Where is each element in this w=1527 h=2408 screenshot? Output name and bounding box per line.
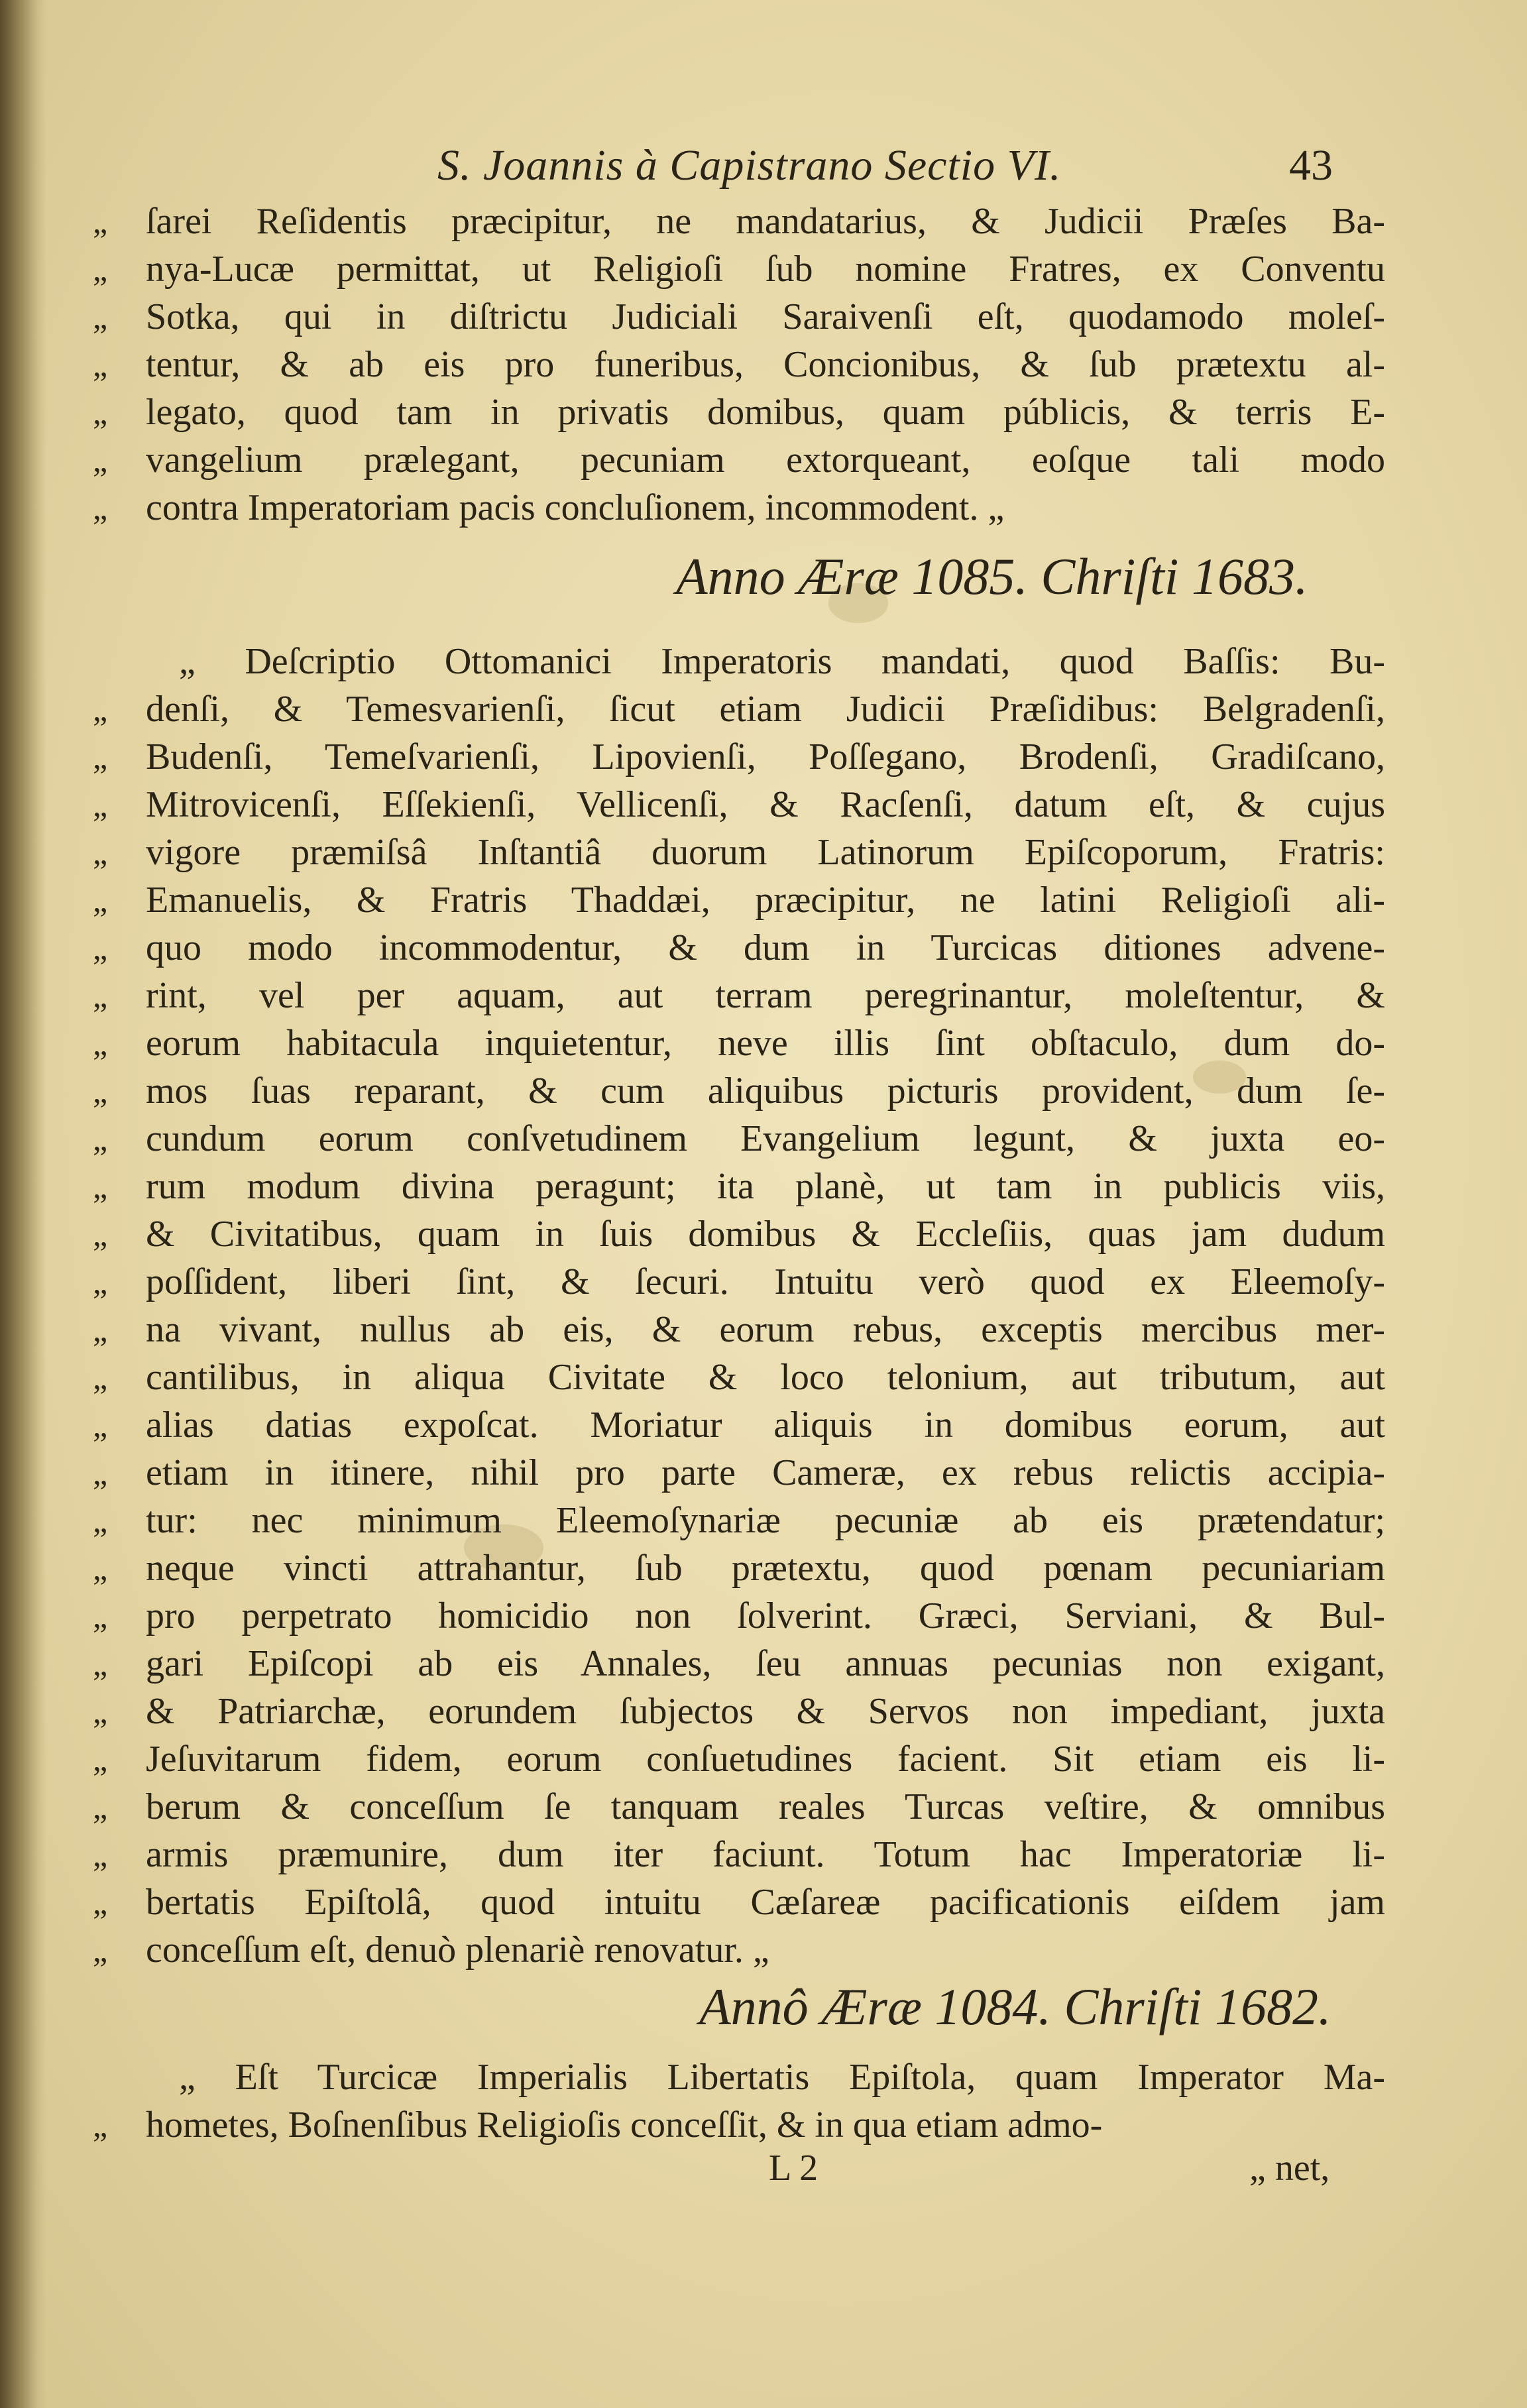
- paragraph-3: [93, 2053, 1385, 2149]
- line-text: alias datias expoſcat. Moriatur aliquis in domibus eorum, aut: [146, 1405, 1385, 1446]
- quote-mark: „: [93, 1454, 108, 1491]
- text-line: [93, 388, 1385, 436]
- text-line: [93, 1258, 1385, 1306]
- line-text: Emanuelis, & Fratris Thaddæi, præcipitur, ne latini Religioſi ali-: [146, 880, 1385, 921]
- text-line: [93, 2101, 1385, 2149]
- text-line: [93, 733, 1385, 781]
- text-line: [93, 1592, 1385, 1640]
- quote-mark: „: [93, 1597, 108, 1634]
- paragraph-2: [93, 638, 1385, 1974]
- text-line: [93, 781, 1385, 829]
- line-text: tentur, & ab eis pro funeribus, Concionibus, & ſub prætextu al-: [146, 344, 1385, 385]
- quote-mark: „: [93, 1216, 108, 1253]
- text-line: [93, 1544, 1385, 1592]
- running-head-title: S. Joannis à Capistrano Sectio VI.: [437, 141, 1062, 190]
- line-text: „ Deſcriptio Ottomanici Imperatoris mandati, quod Baſſis: Bu-: [179, 641, 1385, 682]
- text-line: [93, 484, 1385, 532]
- text-line: [93, 1735, 1385, 1783]
- line-text: bertatis Epiſtolâ, quod intuitu Cæſareæ pacificationis eiſdem jam: [146, 1882, 1385, 1923]
- catchword: „ net,: [1249, 2148, 1330, 2189]
- text-line: [93, 972, 1385, 1019]
- text-line: [93, 1449, 1385, 1497]
- text-line: [93, 1067, 1385, 1115]
- line-text: quo modo incommodentur, & dum in Turcicas ditiones advene-: [146, 927, 1385, 968]
- quote-mark: „: [93, 1741, 108, 1778]
- quote-mark: „: [93, 738, 108, 775]
- text-line: [93, 1306, 1385, 1353]
- text-line: [93, 1640, 1385, 1688]
- quote-mark: „: [93, 786, 108, 823]
- line-text: & Patriarchæ, eorundem ſubjectos & Servos non impediant, juxta: [146, 1691, 1385, 1732]
- line-text: cundum eorum conſvetudinem Evangelium legunt, & juxta eo-: [146, 1118, 1385, 1159]
- line-text: eorum habitacula inquietentur, neve illis ſint obſtaculo, dum do-: [146, 1023, 1385, 1064]
- year-heading-1: Anno Æræ 1085. Chriſti 1683.: [676, 547, 1308, 605]
- line-text: Jeſuvitarum fidem, eorum conſuetudines facient. Sit etiam eis li-: [146, 1739, 1385, 1780]
- line-text: vigore præmiſsâ Inſtantiâ duorum Latinorum Epiſcoporum, Fratris:: [146, 832, 1385, 873]
- text-line: [93, 638, 1385, 685]
- quote-mark: „: [93, 977, 108, 1014]
- line-text: & Civitatibus, quam in ſuis domibus & Eccleſiis, quas jam dudum: [146, 1214, 1385, 1255]
- quote-mark: „: [93, 441, 108, 479]
- quote-mark: „: [93, 691, 108, 728]
- quote-mark: „: [93, 298, 108, 335]
- quote-mark: „: [93, 834, 108, 871]
- page-number: 43: [1289, 141, 1333, 190]
- line-text: neque vincti attrahantur, ſub prætextu, quod pœnam pecuniariam: [146, 1548, 1385, 1589]
- text-line: [93, 1878, 1385, 1926]
- line-text: na vivant, nullus ab eis, & eorum rebus, exceptis mercibus mer-: [146, 1309, 1385, 1350]
- line-text: legato, quod tam in privatis domibus, quam públicis, & terris E-: [146, 392, 1385, 433]
- line-text: rum modum divina peragunt; ita planè, ut tam in publicis viis,: [146, 1166, 1385, 1207]
- text-line: [93, 1926, 1385, 1974]
- quote-mark: „: [93, 1836, 108, 1873]
- text-line: [93, 924, 1385, 972]
- text-line: [93, 876, 1385, 924]
- text-line: [93, 436, 1385, 484]
- text-line: [93, 1831, 1385, 1878]
- quote-mark: „: [93, 346, 108, 383]
- line-text: tur: nec minimum Eleemoſynariæ pecuniæ ab eis prætendatur;: [146, 1500, 1385, 1541]
- book-spine-shadow: [0, 0, 46, 2408]
- text-line: [93, 341, 1385, 388]
- text-line: [93, 1401, 1385, 1449]
- text-line: [93, 1115, 1385, 1163]
- text-line: [93, 1163, 1385, 1210]
- quote-mark: „: [93, 1788, 108, 1825]
- text-line: [93, 1783, 1385, 1831]
- line-text: poſſident, liberi ſint, & ſecuri. Intuitu verò quod ex Eleemoſy-: [146, 1261, 1385, 1302]
- page-footer: [93, 2144, 1385, 2192]
- quote-mark: „: [93, 1550, 108, 1587]
- line-text: pro perpetrato homicidio non ſolverint. Græci, Serviani, & Bul-: [146, 1595, 1385, 1636]
- text-line: [93, 1497, 1385, 1544]
- quote-mark: „: [93, 203, 108, 240]
- line-text: armis præmunire, dum iter faciunt. Totum hac Imperatoriæ li-: [146, 1834, 1385, 1875]
- quote-mark: „: [93, 1311, 108, 1348]
- quote-mark: „: [93, 882, 108, 919]
- text-line: [93, 1353, 1385, 1401]
- quote-mark: „: [93, 929, 108, 966]
- quote-mark: „: [93, 1884, 108, 1921]
- text-line: [93, 1688, 1385, 1735]
- line-text: „ Eſt Turcicæ Imperialis Libertatis Epiſtola, quam Imperator Ma-: [179, 2057, 1385, 2098]
- line-text: ſarei Reſidentis præcipitur, ne mandatarius, & Judicii Præſes Ba-: [146, 201, 1385, 242]
- line-text: cantilibus, in aliqua Civitate & loco telonium, aut tributum, aut: [146, 1357, 1385, 1398]
- quote-mark: „: [93, 394, 108, 431]
- line-text: contra Imperatoriam pacis concluſionem, incommodent. „: [146, 487, 1005, 528]
- line-text: nya-Lucæ permittat, ut Religioſi ſub nomine Fratres, ex Conventu: [146, 249, 1385, 290]
- line-text: hometes, Boſnenſibus Religioſis conceſſit, & in qua etiam admo-: [146, 2104, 1103, 2146]
- quote-mark: „: [93, 251, 108, 288]
- quote-mark: „: [93, 1072, 108, 1110]
- quote-mark: „: [93, 1120, 108, 1157]
- line-text: berum & conceſſum ſe tanquam reales Turcas veſtire, & omnibus: [146, 1786, 1385, 1827]
- text-line: [93, 1019, 1385, 1067]
- quote-mark: „: [93, 1645, 108, 1682]
- quote-mark: „: [93, 489, 108, 526]
- signature-mark: L 2: [769, 2148, 819, 2189]
- line-text: vangelium prælegant, pecuniam extorqueant, eoſque tali modo: [146, 439, 1385, 481]
- line-text: Budenſi, Temeſvarienſi, Lipovienſi, Poſſegano, Brodenſi, Gradiſcano,: [146, 736, 1385, 777]
- quote-mark: „: [93, 1263, 108, 1300]
- text-line: [93, 245, 1385, 293]
- line-text: etiam in itinere, nihil pro parte Cameræ, ex rebus relictis accipia-: [146, 1452, 1385, 1493]
- line-text: denſi, & Temesvarienſi, ſicut etiam Judicii Præſidibus: Belgradenſi,: [146, 689, 1385, 730]
- quote-mark: „: [93, 1359, 108, 1396]
- line-text: mos ſuas reparant, & cum aliquibus picturis provident, dum ſe-: [146, 1070, 1385, 1112]
- quote-mark: „: [93, 1931, 108, 1969]
- line-text: Mitrovicenſi, Eſſekienſi, Vellicenſi, & Racſenſi, datum eſt, & cujus: [146, 784, 1385, 825]
- quote-mark: „: [93, 1502, 108, 1539]
- text-line: [93, 198, 1385, 245]
- text-line: [93, 1210, 1385, 1258]
- quote-mark: „: [93, 1693, 108, 1730]
- paragraph-1: [93, 198, 1385, 532]
- quote-mark: „: [93, 2106, 108, 2144]
- line-text: conceſſum eſt, denuò plenariè renovatur. „: [146, 1929, 769, 1971]
- quote-mark: „: [93, 1168, 108, 1205]
- text-line: [93, 2053, 1385, 2101]
- line-text: gari Epiſcopi ab eis Annales, ſeu annuas pecunias non exigant,: [146, 1643, 1385, 1684]
- running-head: [133, 136, 1392, 196]
- year-heading-2: Annô Æræ 1084. Chriſti 1682.: [699, 1978, 1331, 2035]
- text-line: [93, 685, 1385, 733]
- text-line: [93, 829, 1385, 876]
- line-text: rint, vel per aquam, aut terram peregrinantur, moleſtentur, &: [146, 975, 1385, 1016]
- quote-mark: „: [93, 1025, 108, 1062]
- text-line: [93, 293, 1385, 341]
- line-text: Sotka, qui in diſtrictu Judiciali Saraivenſi eſt, quodamodo moleſ-: [146, 296, 1385, 337]
- quote-mark: „: [93, 1406, 108, 1444]
